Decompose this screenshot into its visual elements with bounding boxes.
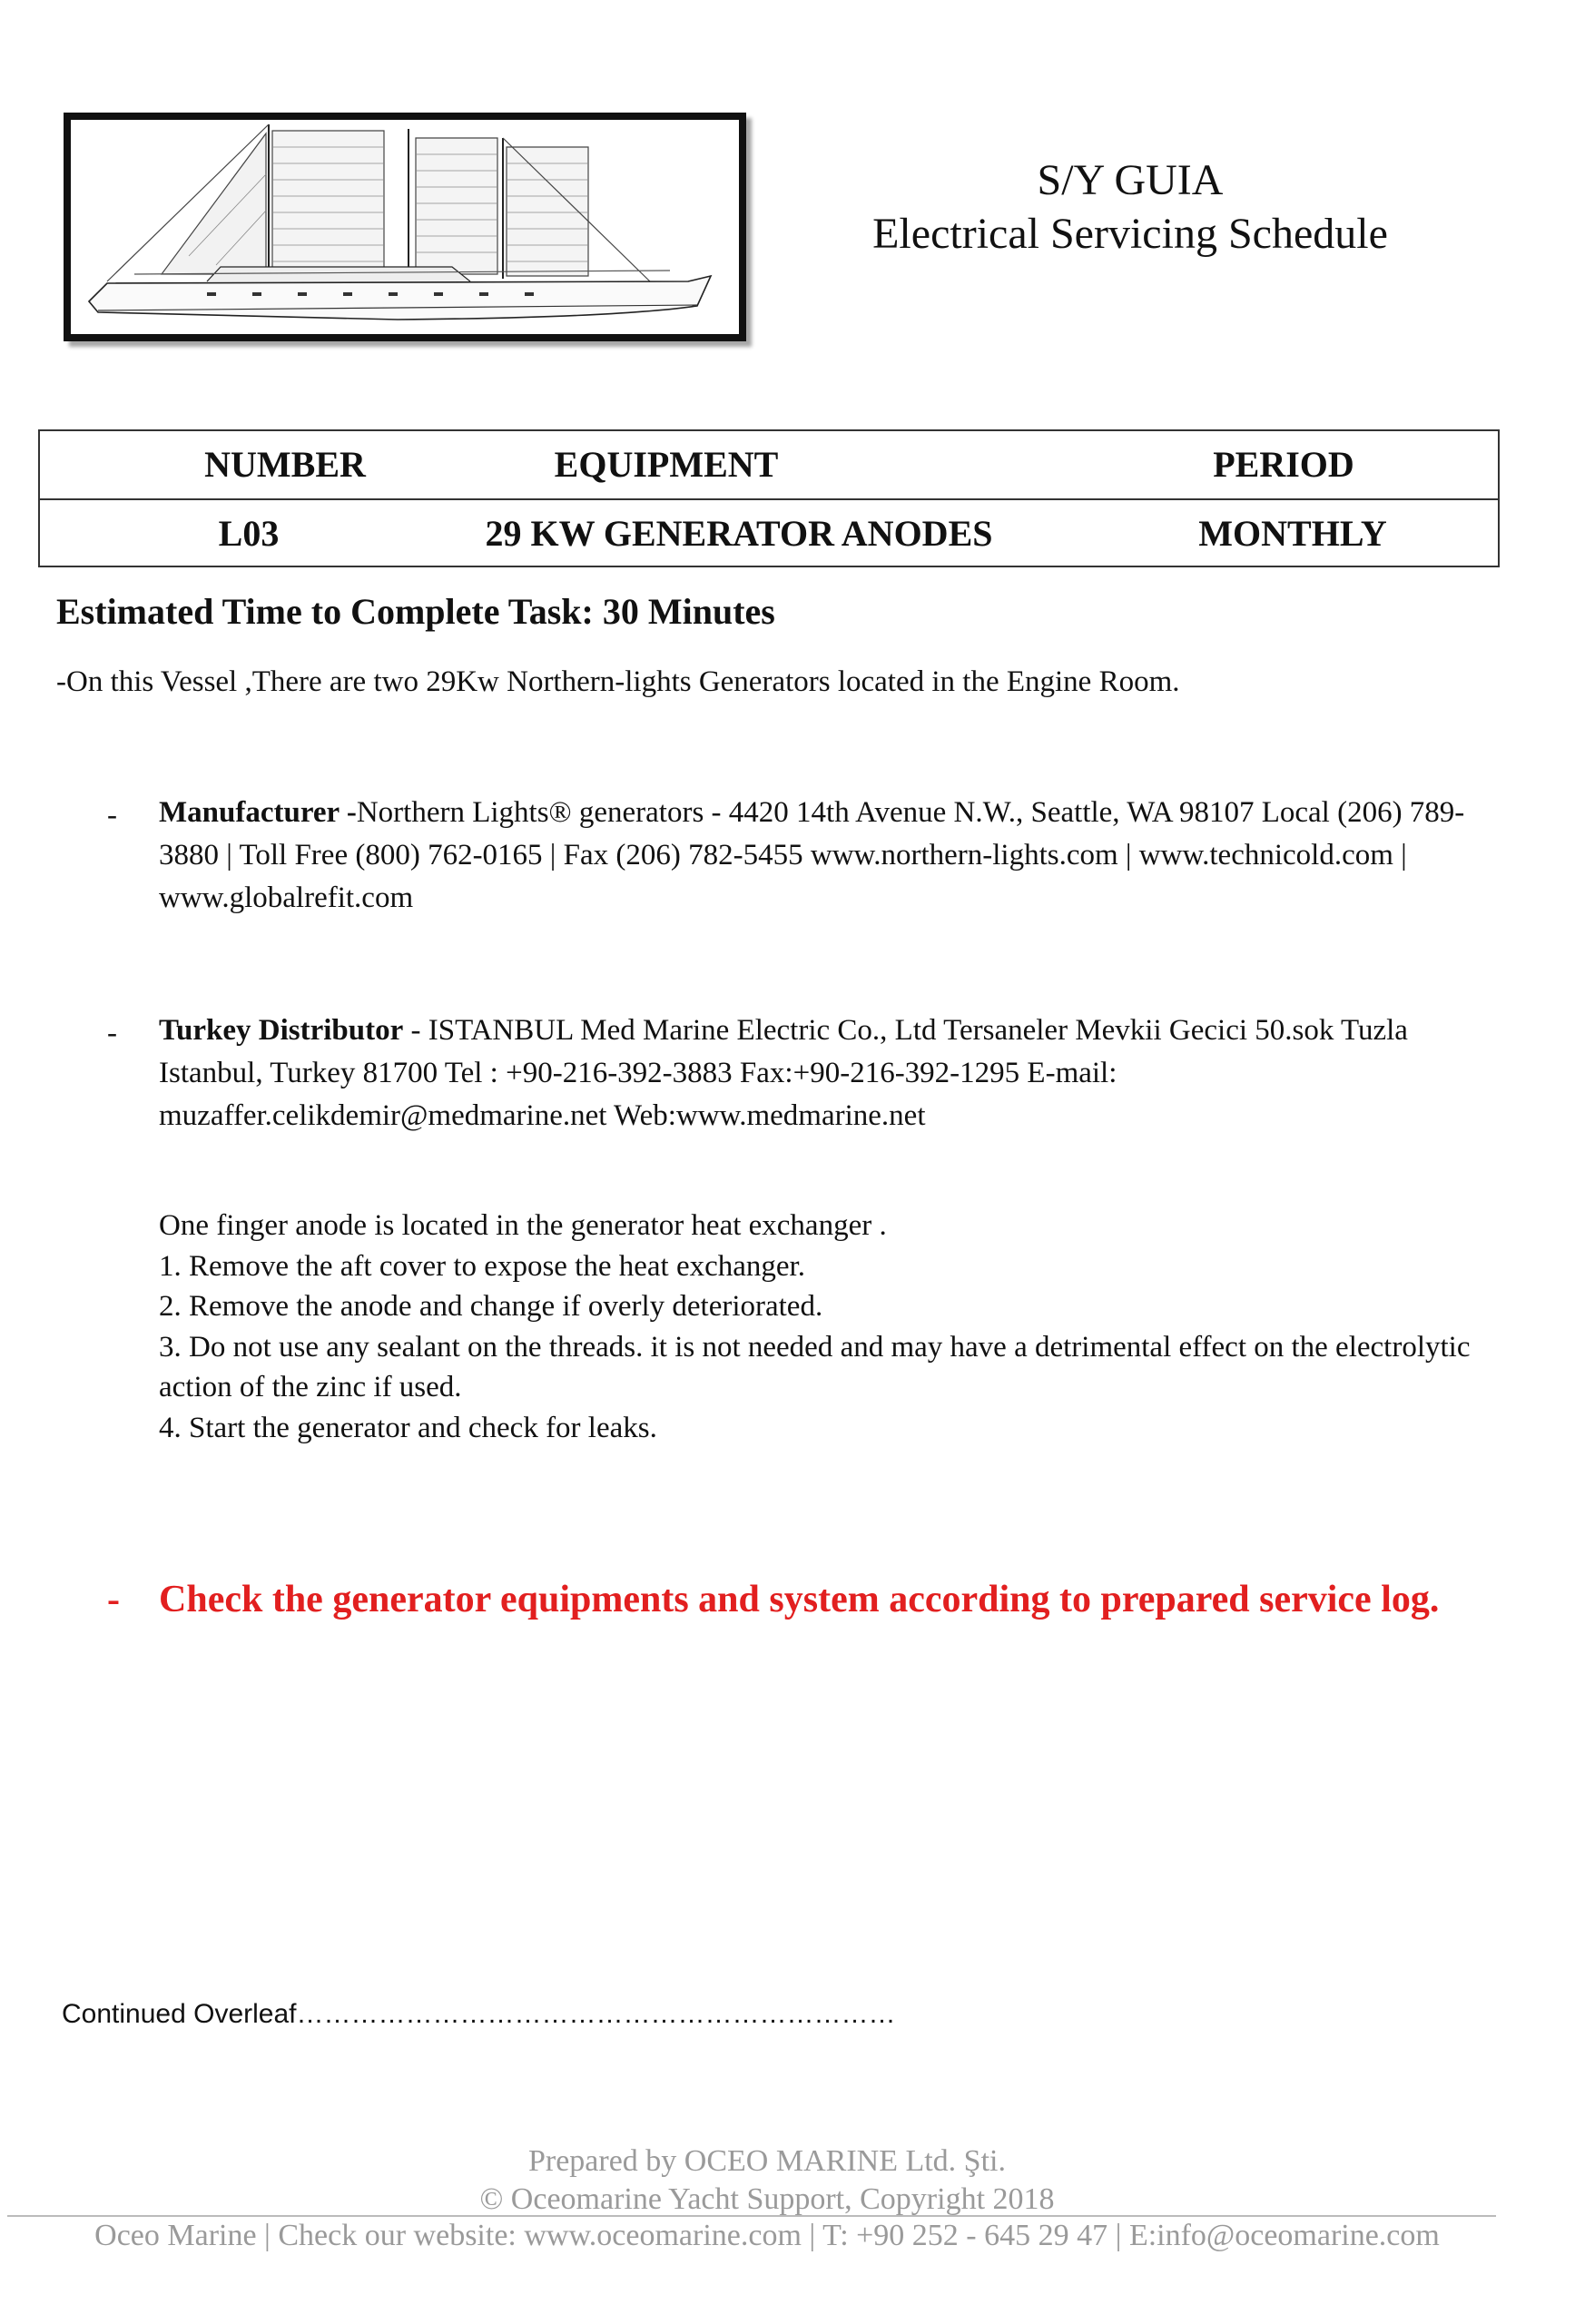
distributor-label: Turkey Distributor [159, 1014, 404, 1047]
ship-illustration [64, 113, 746, 341]
continued-overleaf: Continued Overleaf………………………………………………………… [62, 1999, 896, 2029]
vessel-name: S/Y GUIA [1037, 156, 1224, 204]
manufacturer-label: Manufacturer - [159, 796, 357, 829]
task-table [38, 429, 1500, 567]
estimated-time: Estimated Time to Complete Task: 30 Minutes [56, 591, 775, 632]
step-3: 3. Do not use any sealant on the threads. it is not needed and may have a detrimental effect on the electrolytic action of the zinc if used. [159, 1330, 1471, 1403]
distributor-text: - ISTANBUL Med Marine Electric Co., Ltd Tersaneler Mevkii Gecici 50.sok Tuzla Istanbul, Turkey 81700 Tel : +90-216-392-3883 Fax:+90-216-392-1295 E-mail: muzaffer.celikdemir@medmarine.net Web:www.medmarine.net [159, 1014, 1408, 1132]
manufacturer-text: Northern Lights® generators - 4420 14th Avenue N.W., Seattle, WA 98107 Local (206) 789-3880 | Toll Free (800) 762-0165 | Fax (206) 782-5455 www.northern-lights.com | www.technicold.com | www.globalrefit.com [159, 796, 1465, 914]
manufacturer-paragraph [159, 792, 1475, 920]
sailing-yacht-sketch-icon [71, 120, 739, 334]
header-number: NUMBER [204, 444, 366, 485]
cell-equipment: 29 KW GENERATOR ANODES [485, 513, 993, 554]
steps-intro: One finger anode is located in the generator heat exchanger . [159, 1209, 887, 1242]
title-block [817, 154, 1443, 261]
cell-period: MONTHLY [1198, 513, 1387, 554]
footer-divider [7, 2215, 1496, 2217]
step-1: 1. Remove the aft cover to expose the heat exchanger. [159, 1249, 805, 1283]
warning-text: Check the generator equipments and system according to prepared service log. [159, 1579, 1440, 1620]
distributor-paragraph [159, 1009, 1475, 1137]
header-equipment: EQUIPMENT [554, 444, 779, 485]
procedure-steps [159, 1206, 1475, 1448]
distributor-bullet: - [107, 1017, 117, 1049]
header-period: PERIOD [1213, 444, 1354, 485]
footer-prepared-by: Prepared by OCEO MARINE Ltd. Şti. [527, 2144, 1006, 2178]
footer-contact: Oceo Marine | Check our website: www.oceomarine.com | T: +90 252 - 645 29 47 | E:info@oceomarine.com [94, 2219, 1440, 2252]
manufacturer-bullet: - [107, 799, 117, 832]
footer-copyright: © Oceomarine Yacht Support, Copyright 2018 [479, 2182, 1055, 2216]
vessel-note: -On this Vessel ,There are two 29Kw Northern-lights Generators located in the Engine Room. [56, 665, 1180, 698]
warning-bullet: - [107, 1579, 120, 1620]
step-4: 4. Start the generator and check for leaks. [159, 1411, 657, 1444]
cell-number: L03 [218, 513, 280, 554]
table-row [40, 500, 1498, 567]
step-2: 2. Remove the anode and change if overly deteriorated. [159, 1290, 823, 1323]
document-title: Electrical Servicing Schedule [872, 210, 1388, 258]
table-header-row [40, 431, 1498, 500]
